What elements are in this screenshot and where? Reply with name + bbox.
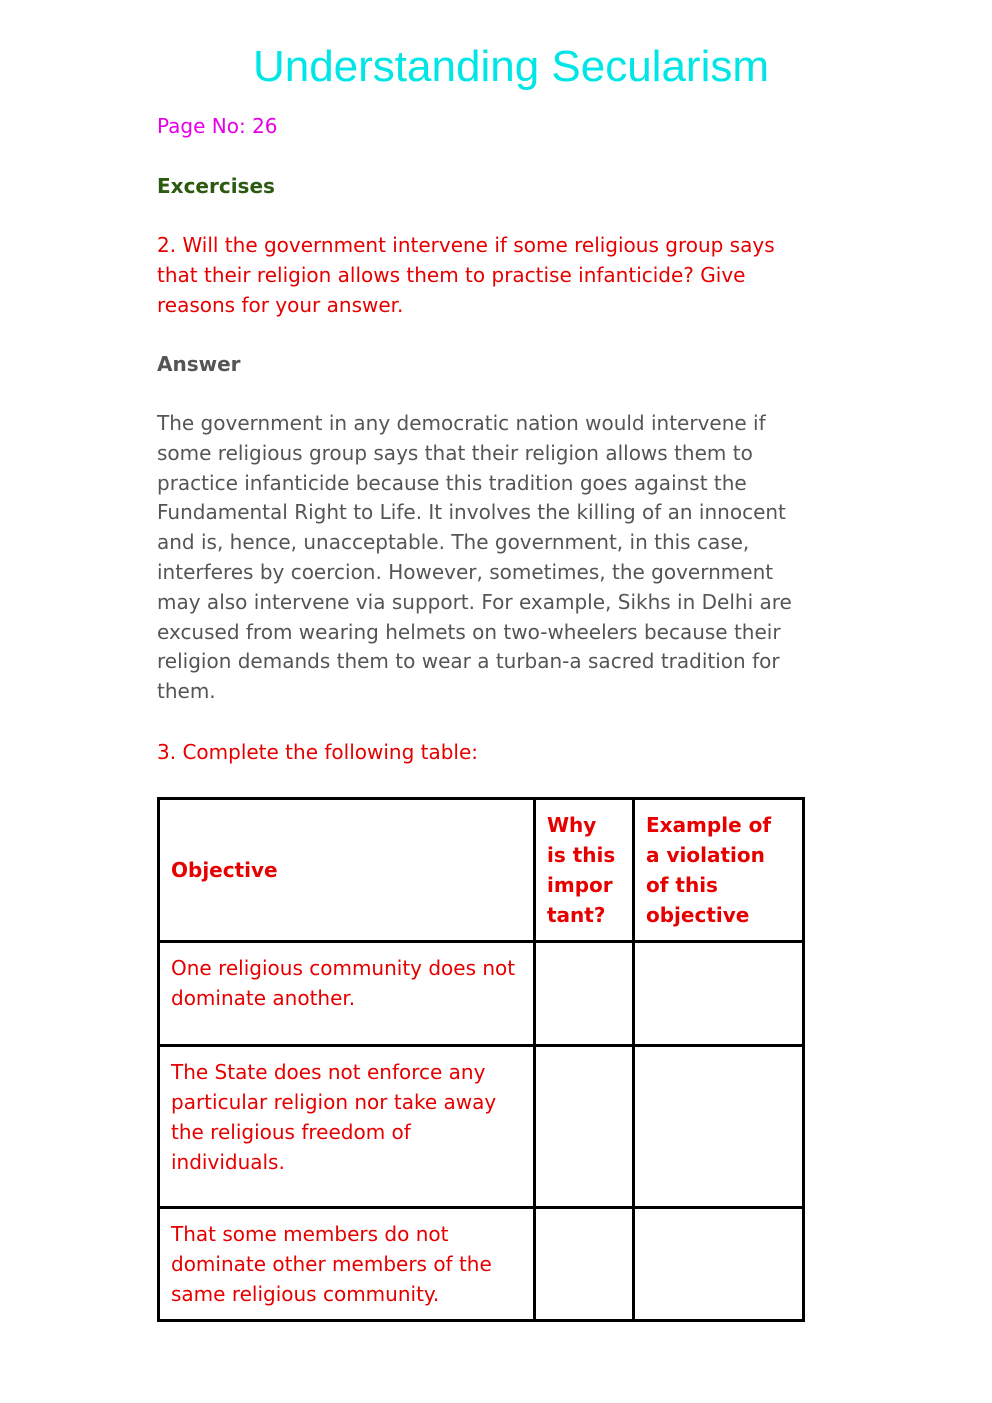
objective-cell: That some members do not dominate other members of the same religious community.	[159, 1208, 535, 1321]
violation-example-cell[interactable]	[634, 1208, 804, 1321]
header-violation-example: Example of a violation of this objective	[634, 799, 804, 942]
objective-cell: The State does not enforce any particular religion nor take away the religious freedom of individuals.	[159, 1046, 535, 1208]
answer-heading: Answer	[157, 352, 241, 376]
why-important-cell[interactable]	[535, 1208, 634, 1321]
answer-text: The government in any democratic nation would intervene if some religious group says that their religion allows them to practice infanticide because this tradition goes against the Fundamental Right to Life. It involves the killing of an innocent and is, hence, unacceptable. The government, in this case, interferes by coercion. However, sometimes, the government may also intervene via support. For example, Sikhs in Delhi are excused from wearing helmets on two-wheelers because their religion demands them to wear a turban-a sacred tradition for them.	[157, 411, 792, 704]
question-3: 3. Complete the following table:	[157, 740, 479, 764]
table-row	[159, 942, 804, 1046]
why-important-cell[interactable]	[535, 1046, 634, 1208]
question-2: 2. Will the government intervene if some religious group says that their religion allows them to practise infanticide? Give reasons for your answer.	[157, 233, 775, 317]
table-row	[159, 1046, 804, 1208]
table-row	[159, 1208, 804, 1321]
violation-example-cell[interactable]	[634, 942, 804, 1046]
header-objective: Objective	[159, 799, 535, 942]
table-header-row	[159, 799, 804, 942]
page-title: Understanding Secularism	[252, 42, 770, 91]
why-important-cell[interactable]	[535, 942, 634, 1046]
objectives-table	[157, 797, 805, 1322]
page-number: Page No: 26	[157, 114, 278, 138]
section-heading: Excercises	[157, 174, 275, 198]
header-why-important: Why is this impor tant?	[535, 799, 634, 942]
objective-cell: One religious community does not dominate another.	[159, 942, 535, 1046]
violation-example-cell[interactable]	[634, 1046, 804, 1208]
